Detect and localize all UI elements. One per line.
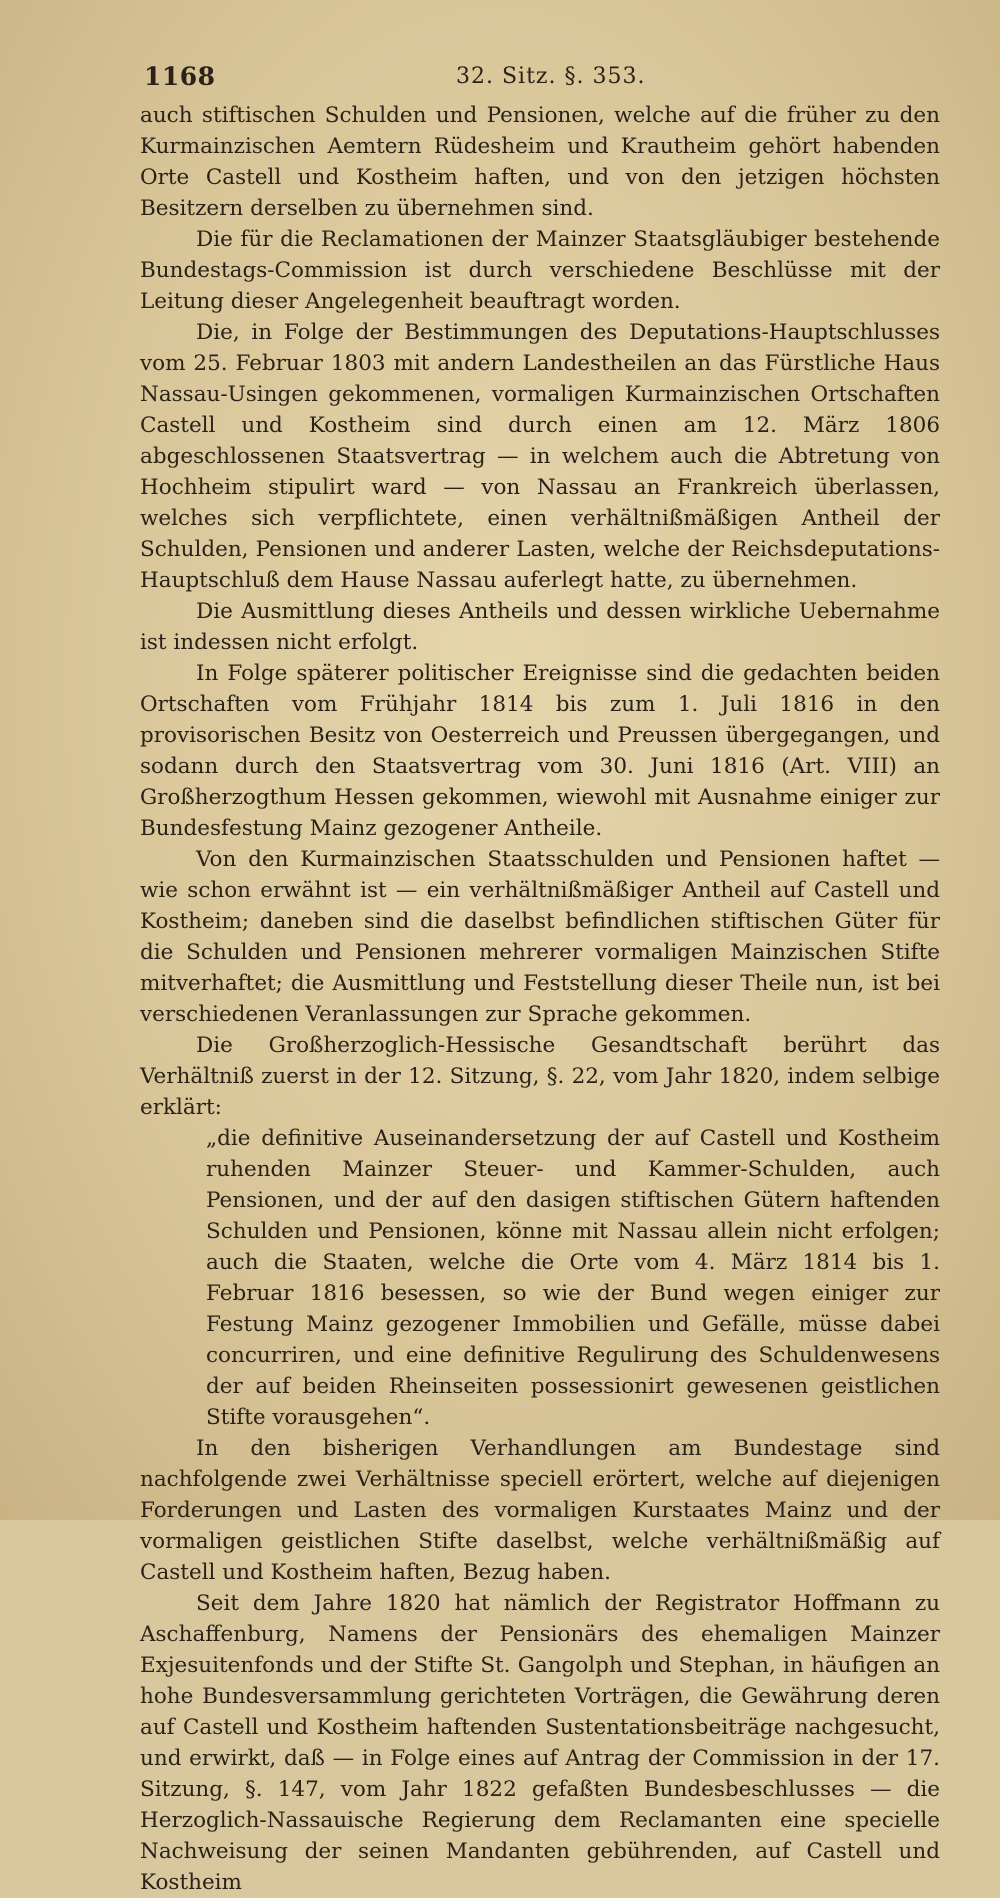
paragraph: auch stiftischen Schulden und Pensionen, welche auf die früher zu den Kurmainzischen Aemtern Rüdesheim und Krautheim gehört habenden Orte Castell und Kostheim haften, und von den jetzigen höchsten Besitzern derselben zu übernehmen sind. [140, 103, 940, 221]
block-quote: „die definitive Auseinandersetzung der auf Castell und Kostheim ruhenden Mainzer Steuer- und Kammer-Schulden, auch Pensionen, und der auf den dasigen stiftischen Gütern haftenden Schulden und Pensionen, könne mit Nassau allein nicht erfolgen; auch die Staaten, welche die Orte vom 4. März 1814 bis 1. Februar 1816 besessen, so wie der Bund wegen einiger zur Festung Mainz gezogener Immobilien und Gefälle, müsse dabei concurriren, und eine definitive Regulirung des Schuldenwesens der auf beiden Rheinseiten possessionirt gewesenen geistlichen Stifte vorausgehen“. [206, 1126, 940, 1430]
page-number: 1168 [144, 62, 216, 91]
page-header [140, 58, 942, 100]
paragraph: In den bisherigen Verhandlungen am Bundestage sind nachfolgende zwei Verhältnisse speciell erörtert, welche auf diejenigen Forderungen und Lasten des vormaligen Kurstaates Mainz und der vormaligen geistlichen Stifte daselbst, welche verhältnißmäßig auf Castell und Kostheim haften, Bezug haben. [140, 1436, 940, 1585]
paragraph: Die Ausmittlung dieses Antheils und dessen wirkliche Uebernahme ist indessen nicht erfolgt. [140, 599, 940, 655]
paragraph: Die Großherzoglich-Hessische Gesandtschaft berührt das Verhältniß zuerst in der 12. Sitzung, §. 22, vom Jahr 1820, indem selbige erklärt: [140, 1033, 940, 1120]
paragraph: Die für die Reclamationen der Mainzer Staatsgläubiger bestehende Bundestags-Commission ist durch verschiedene Beschlüsse mit der Leitung dieser Angelegenheit beauftragt worden. [140, 227, 940, 314]
running-head: 32. Sitz. §. 353. [456, 64, 646, 89]
paragraph: Von den Kurmainzischen Staatsschulden und Pensionen haftet — wie schon erwähnt ist — ein verhältnißmäßiger Antheil auf Castell und Kostheim; daneben sind die daselbst befindlichen stiftischen Güter für die Schulden und Pensionen mehrerer vormaligen Mainzischen Stifte mitverhaftet; die Ausmittlung und Feststellung dieser Theile nun, ist bei verschiedenen Veranlassungen zur Sprache gekommen. [140, 847, 940, 1027]
body-text [140, 100, 940, 1898]
paragraph: In Folge späterer politischer Ereignisse sind die gedachten beiden Ortschaften vom Frühjahr 1814 bis zum 1. Juli 1816 in den provisorischen Besitz von Oesterreich und Preussen übergegangen, und sodann durch den Staatsvertrag vom 30. Juni 1816 (Art. VIII) an Großherzogthum Hessen gekommen, wiewohl mit Ausnahme einiger zur Bundesfestung Mainz gezogener Antheile. [140, 661, 940, 841]
paragraph: Seit dem Jahre 1820 hat nämlich der Registrator Hoffmann zu Aschaffenburg, Namens der Pensionärs des ehemaligen Mainzer Exjesuitenfonds und der Stifte St. Gangolph und Stephan, in häufigen an hohe Bundesversammlung gerichteten Vorträgen, die Gewährung deren auf Castell und Kostheim haftenden Sustentationsbeiträge nachgesucht, und erwirkt, daß — in Folge eines auf Antrag der Commission in der 17. Sitzung, §. 147, vom Jahr 1822 gefaßten Bundesbeschlusses — die Herzoglich-Nassauische Regierung dem Reclamanten eine specielle Nachweisung der seinen Mandanten gebührenden, auf Castell und Kostheim [140, 1591, 940, 1895]
paragraph: Die, in Folge der Bestimmungen des Deputations-Hauptschlusses vom 25. Februar 1803 mit andern Landestheilen an das Fürstliche Haus Nassau-Usingen gekommenen, vormaligen Kurmainzischen Ortschaften Castell und Kostheim sind durch einen am 12. März 1806 abgeschlossenen Staatsvertrag — in welchem auch die Abtretung von Hochheim stipulirt ward — von Nassau an Frankreich überlassen, welches sich verpflichtete, einen verhältnißmäßigen Antheil der Schulden, Pensionen und anderer Lasten, welche der Reichsdeputations-Hauptschluß dem Hause Nassau auferlegt hatte, zu übernehmen. [140, 320, 940, 593]
